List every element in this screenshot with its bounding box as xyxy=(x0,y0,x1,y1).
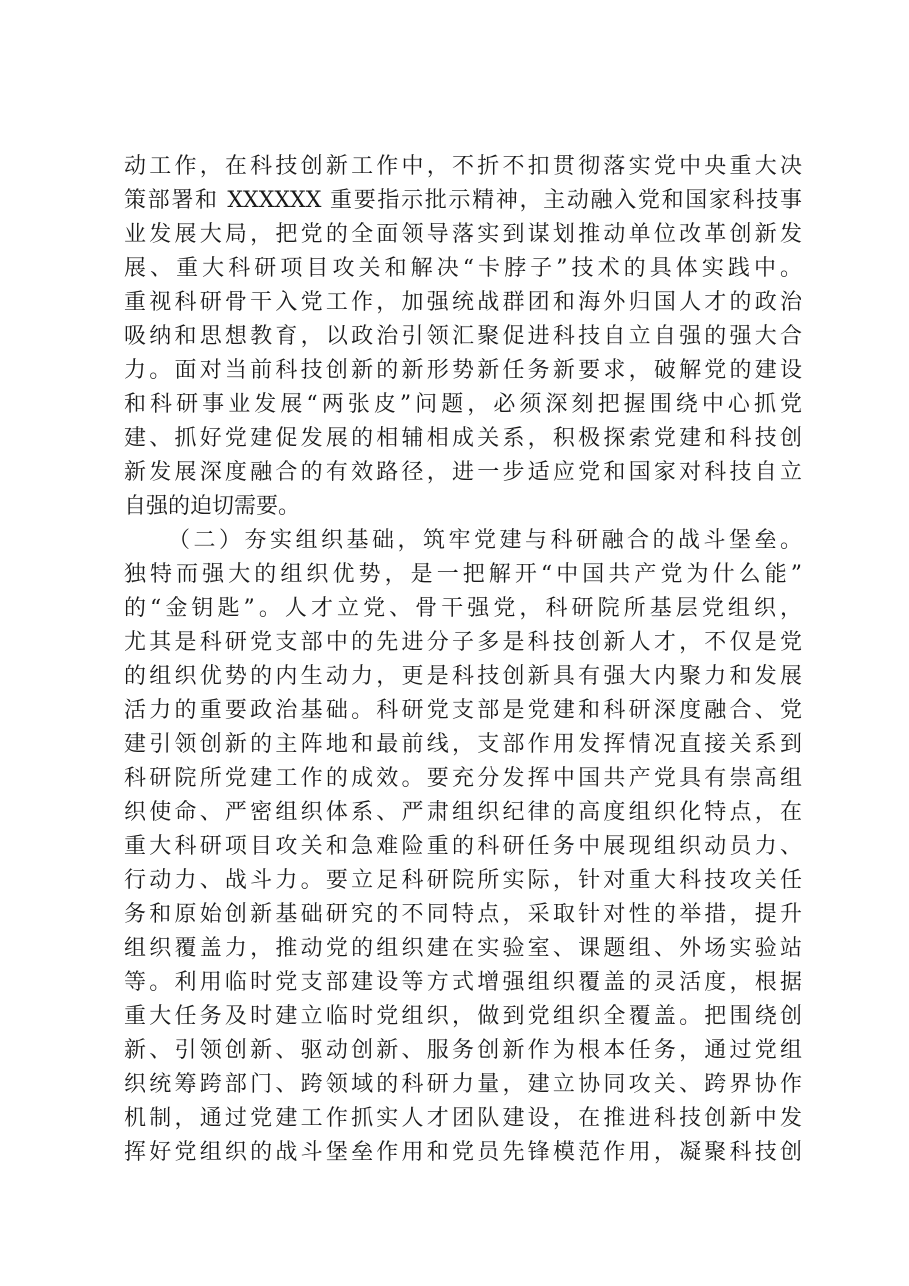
text-line: 策部署和 XXXXXX 重要指示批示精神，主动融入党和国家科技事 xyxy=(124,188,802,213)
text-line: 尤其是科研党支部中的先进分子多是科技创新人才，不仅是党 xyxy=(124,630,802,655)
text-line: 动工作，在科技创新工作中，不折不扣贯彻落实党中央重大决 xyxy=(124,154,802,179)
text-line: 机制，通过党建工作抓实人才团队建设，在推进科技创新中发 xyxy=(124,1106,802,1131)
text-line: 展、重大科研项目攻关和解决“卡脖子”技术的具体实践中。 xyxy=(124,256,802,281)
text-line: 务和原始创新基础研究的不同特点，采取针对性的举措，提升 xyxy=(124,902,802,927)
text-line: 织使命、严密组织体系、严肃组织纪律的高度组织化特点，在 xyxy=(124,800,802,825)
text-line: 业发展大局，把党的全面领导落实到谋划推动单位改革创新发 xyxy=(124,222,802,247)
text-line: 活力的重要政治基础。科研党支部是党建和科研深度融合、党 xyxy=(124,698,802,723)
text-line: 重视科研骨干入党工作，加强统战群团和海外归国人才的政治 xyxy=(124,290,802,315)
text-line: 的组织优势的内生动力，更是科技创新具有强大内聚力和发展 xyxy=(124,664,802,689)
text-line: 建引领创新的主阵地和最前线，支部作用发挥情况直接关系到 xyxy=(124,732,802,757)
text-line: 和科研事业发展“两张皮”问题，必须深刻把握围绕中心抓党 xyxy=(124,392,802,417)
text-line: 独特而强大的组织优势，是一把解开“中国共产党为什么能” xyxy=(124,562,802,587)
text-line: 重大任务及时建立临时党组织，做到党组织全覆盖。把围绕创 xyxy=(124,1004,802,1029)
text-line: 新发展深度融合的有效路径，进一步适应党和国家对科技自立 xyxy=(124,460,802,485)
text-line: 织统筹跨部门、跨领域的科研力量，建立协同攻关、跨界协作 xyxy=(124,1072,802,1097)
body-text xyxy=(124,150,802,1170)
text-line: 等。利用临时党支部建设等方式增强组织覆盖的灵活度，根据 xyxy=(124,970,802,995)
text-line: 新、引领创新、驱动创新、服务创新作为根本任务，通过党组 xyxy=(124,1038,802,1063)
text-line: 挥好党组织的战斗堡垒作用和党员先锋模范作用，凝聚科技创 xyxy=(124,1140,802,1165)
text-line: 建、抓好党建促发展的相辅相成关系，积极探索党建和科技创 xyxy=(124,426,802,451)
text-line: 重大科研项目攻关和急难险重的科研任务中展现组织动员力、 xyxy=(124,834,802,859)
section-heading-line: （二）夯实组织基础，筑牢党建与科研融合的战斗堡垒。 xyxy=(168,528,802,553)
text-line: 科研院所党建工作的成效。要充分发挥中国共产党具有崇高组 xyxy=(124,766,802,791)
text-line: 自强的迫切需要。 xyxy=(124,494,301,519)
text-line: 吸纳和思想教育，以政治引领汇聚促进科技自立自强的强大合 xyxy=(124,324,802,349)
text-line: 力。面对当前科技创新的新形势新任务新要求，破解党的建设 xyxy=(124,358,802,383)
text-line: 的“金钥匙”。人才立党、骨干强党，科研院所基层党组织， xyxy=(124,596,802,621)
text-line: 组织覆盖力，推动党的组织建在实验室、课题组、外场实验站 xyxy=(124,936,802,961)
text-line: 行动力、战斗力。要立足科研院所实际，针对重大科技攻关任 xyxy=(124,868,802,893)
